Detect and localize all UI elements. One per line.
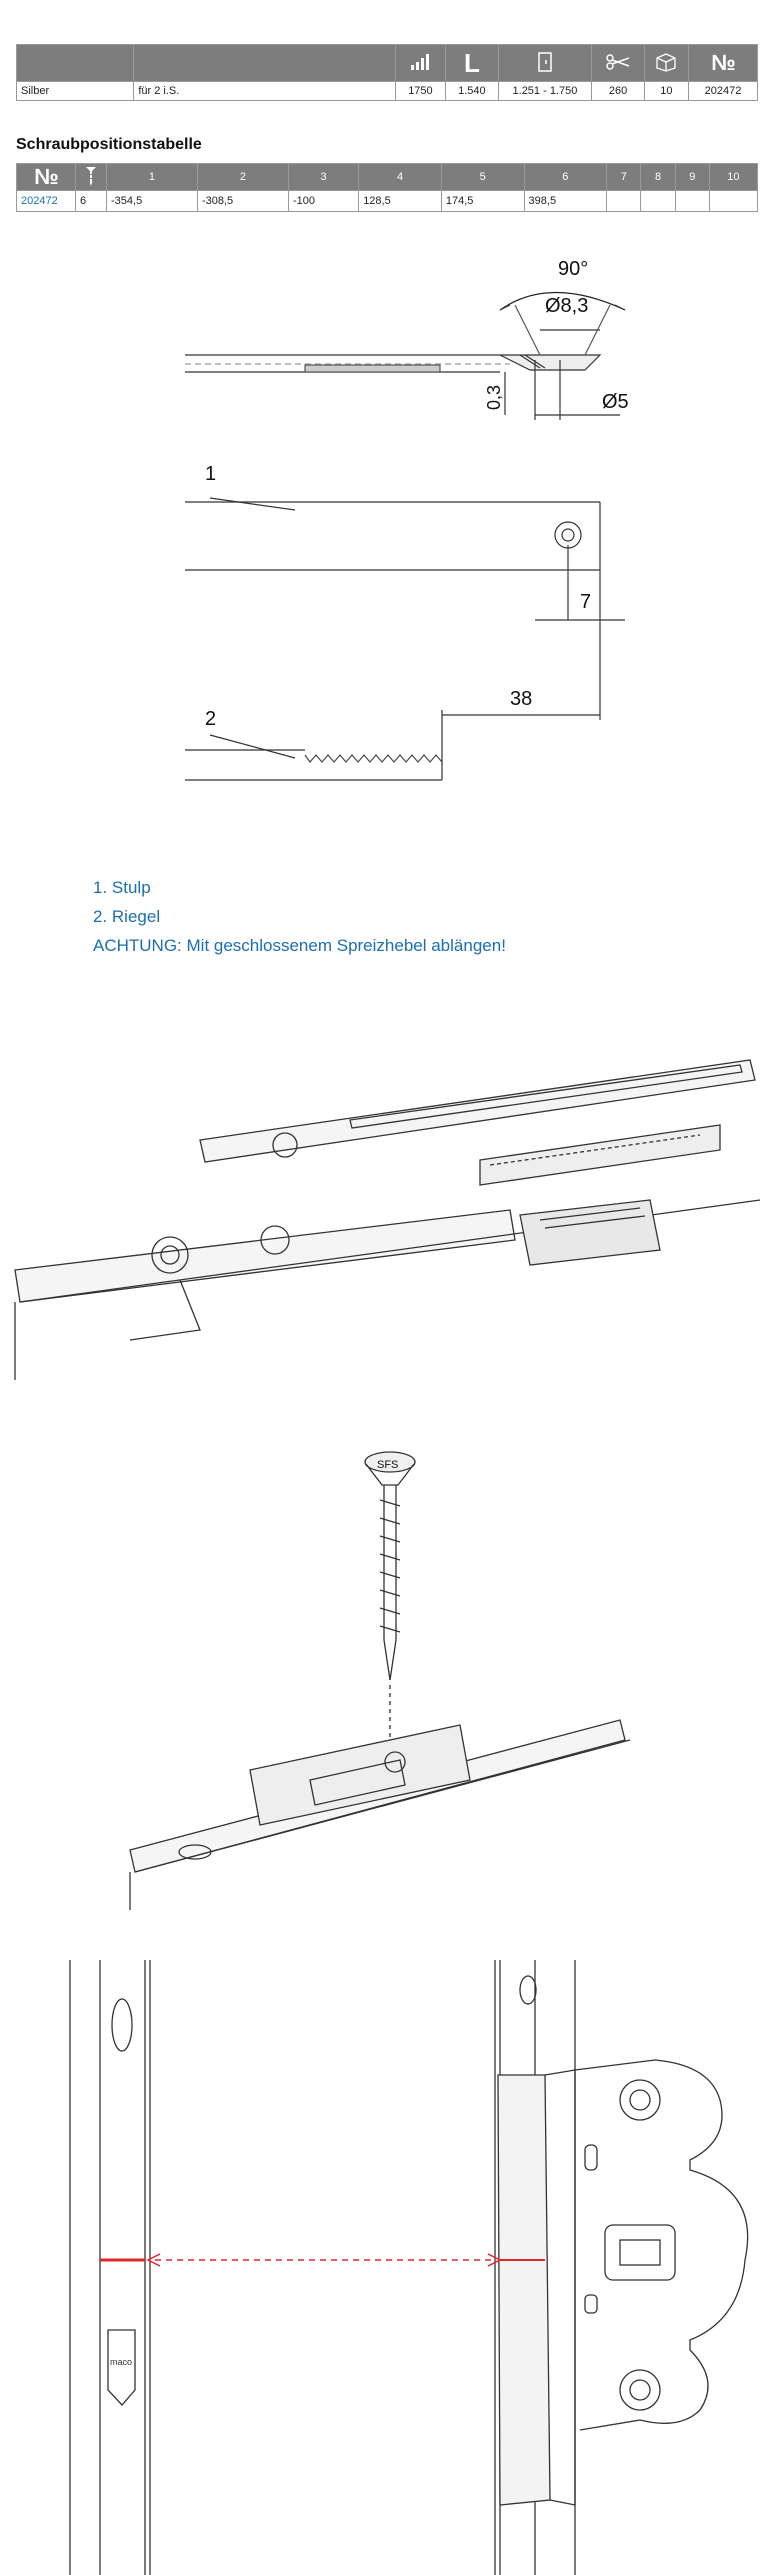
finish-cell: Silber bbox=[17, 82, 134, 101]
note-warning: ACHTUNG: Mit geschlossenem Spreizhebel ablängen! bbox=[93, 936, 506, 955]
table-row bbox=[17, 191, 758, 212]
usage-cell: für 2 i.S. bbox=[134, 82, 395, 101]
position-cell bbox=[607, 191, 641, 212]
header-usage bbox=[134, 45, 395, 82]
position-cell: 128,5 bbox=[359, 191, 442, 212]
alignment-illustration bbox=[0, 1960, 780, 2575]
stulp-label: 1 bbox=[205, 463, 217, 485]
dim-38-label: 38 bbox=[510, 688, 533, 710]
position-header: 1 bbox=[107, 164, 198, 191]
strip-logo: maco bbox=[110, 2357, 133, 2367]
range-cell: 1.251 - 1.750 bbox=[498, 82, 592, 101]
depth-label: 0,3 bbox=[484, 384, 504, 410]
screw-count-cell: 6 bbox=[76, 191, 107, 212]
position-cell bbox=[709, 191, 757, 212]
riegel-label: 2 bbox=[205, 708, 217, 730]
angle-label: 90° bbox=[558, 258, 589, 280]
number-header: № bbox=[17, 164, 76, 191]
table-row bbox=[17, 82, 758, 101]
door-icon bbox=[498, 45, 592, 82]
article-number-link[interactable]: 202472 bbox=[17, 191, 76, 212]
position-cell bbox=[675, 191, 709, 212]
length-cell: 1.540 bbox=[446, 82, 498, 101]
position-header: 9 bbox=[675, 164, 709, 191]
position-header: 6 bbox=[524, 164, 607, 191]
article-number-link[interactable]: 202472 bbox=[689, 82, 758, 101]
position-cell: 398,5 bbox=[524, 191, 607, 212]
note-stulp: 1. Stulp bbox=[93, 878, 151, 897]
position-header: 8 bbox=[641, 164, 675, 191]
shaft-diameter-label: Ø5 bbox=[602, 391, 629, 413]
bar-chart-icon bbox=[395, 45, 445, 82]
cut-cell: 260 bbox=[592, 82, 644, 101]
position-cell: -308,5 bbox=[197, 191, 288, 212]
assembly-illustration bbox=[0, 1040, 780, 1380]
product-table bbox=[16, 44, 758, 101]
notes bbox=[93, 873, 506, 960]
position-cell: -354,5 bbox=[107, 191, 198, 212]
pack-cell: 10 bbox=[644, 82, 688, 101]
position-header: 4 bbox=[359, 164, 442, 191]
position-header: 3 bbox=[288, 164, 358, 191]
screw-head-marking: SFS bbox=[377, 1459, 399, 1471]
position-cell: 174,5 bbox=[441, 191, 524, 212]
screw-illustration bbox=[0, 1440, 780, 1920]
note-riegel: 2. Riegel bbox=[93, 907, 161, 926]
position-header: 5 bbox=[441, 164, 524, 191]
screw-table-title: Schraubpositionstabelle bbox=[16, 136, 202, 153]
dim-7-label: 7 bbox=[580, 591, 592, 613]
header-finish bbox=[17, 45, 134, 82]
screw-icon bbox=[76, 164, 107, 191]
technical-drawing bbox=[0, 250, 780, 810]
position-cell bbox=[641, 191, 675, 212]
size-cell: 1750 bbox=[395, 82, 445, 101]
length-header: L bbox=[446, 45, 498, 82]
position-header: 2 bbox=[197, 164, 288, 191]
position-header: 10 bbox=[709, 164, 757, 191]
number-header: № bbox=[689, 45, 758, 82]
scissors-icon bbox=[592, 45, 644, 82]
hole-diameter-label: Ø8,3 bbox=[545, 295, 589, 317]
position-cell: -100 bbox=[288, 191, 358, 212]
screw-position-table bbox=[16, 163, 758, 212]
position-header: 7 bbox=[607, 164, 641, 191]
box-icon bbox=[644, 45, 688, 82]
